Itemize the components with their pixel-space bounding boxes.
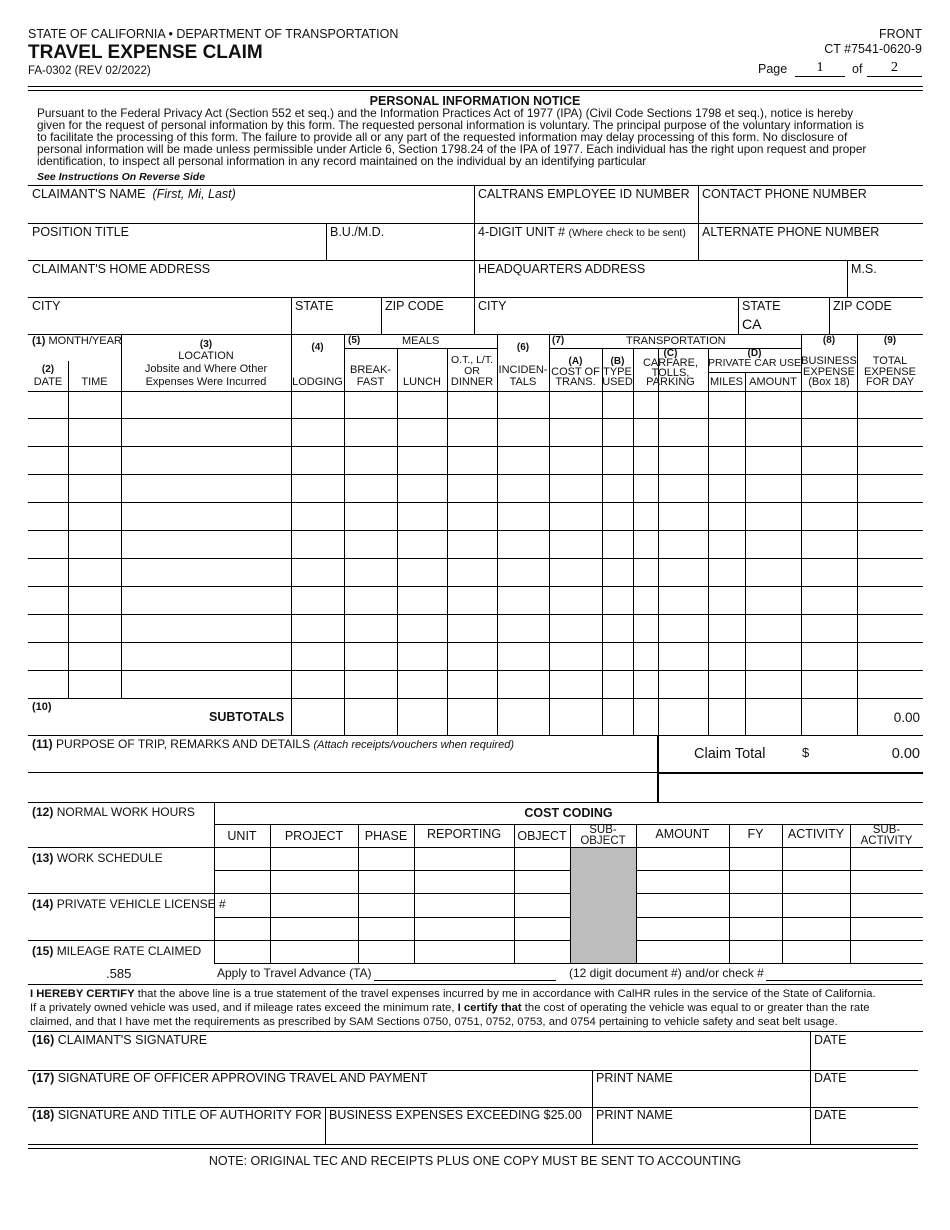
mileage-rate-value: .585 bbox=[106, 966, 132, 981]
col-private-car-num: (D) bbox=[747, 348, 762, 359]
col-rule bbox=[344, 334, 345, 735]
form-number: FA-0302 (REV 02/2022) bbox=[28, 65, 151, 77]
contact-phone-input[interactable] bbox=[702, 204, 920, 221]
business-expense-label: BUSINESS EXPENSES EXCEEDING $25.00 bbox=[329, 1108, 582, 1122]
rule bbox=[28, 223, 923, 224]
cc-project: PROJECT bbox=[284, 829, 344, 843]
col-text: MONTH/YEAR bbox=[48, 335, 122, 347]
col-lodging: LODGING bbox=[292, 376, 343, 388]
col-total: EXPENSE bbox=[864, 366, 916, 378]
cc-activity: ACTIVITY bbox=[787, 827, 845, 841]
col-miles: MILES bbox=[709, 376, 743, 388]
col-rule bbox=[745, 372, 746, 735]
notice-line: to facilitate the processing of this form. The failure to provide all or any part of the requested information may delay processing of this form. No disclosure of bbox=[37, 130, 848, 144]
col-business: (Box 18) bbox=[808, 376, 850, 388]
col-business: EXPENSE bbox=[803, 366, 855, 378]
cc-phase: PHASE bbox=[364, 829, 408, 843]
col-rule bbox=[121, 334, 122, 698]
rule bbox=[698, 185, 699, 260]
hq-address-label: HEADQUARTERS ADDRESS bbox=[478, 262, 646, 276]
home-address-label: CLAIMANT'S HOME ADDRESS bbox=[32, 262, 211, 276]
city-input[interactable] bbox=[32, 315, 287, 332]
hq-city-label: CITY bbox=[478, 299, 507, 313]
cc-subobject: SUB- bbox=[589, 824, 617, 836]
rule bbox=[28, 1148, 918, 1149]
unit-number-label bbox=[478, 226, 686, 239]
row-rule bbox=[28, 418, 923, 419]
normal-hours-label bbox=[32, 806, 195, 818]
rule bbox=[28, 297, 923, 298]
zip-label: ZIP CODE bbox=[385, 299, 444, 313]
claimant-name-label bbox=[32, 188, 236, 201]
label-num: (17) bbox=[32, 1071, 55, 1085]
notice-line: given for the request of personal information by this form. The requested personal information is voluntary. The principal purpose of the voluntary information is bbox=[37, 118, 864, 132]
col-month-year bbox=[32, 336, 122, 347]
certify-lead: I HEREBY CERTIFY bbox=[30, 988, 135, 1000]
col-carfare: PARKING bbox=[646, 376, 695, 388]
col-type-num: (B) bbox=[610, 356, 625, 367]
notice-line: personal information will be made unless permissible under Article 6, Section 1798.24 of the IPA of 1977. Each individual has the right upon request and proper bbox=[37, 142, 867, 156]
purpose-input-2[interactable] bbox=[32, 778, 652, 795]
rule bbox=[381, 297, 382, 334]
label-text: 4-DIGIT UNIT # bbox=[478, 225, 566, 239]
label-num: (14) bbox=[32, 897, 54, 911]
claim-total-value: 0.00 bbox=[891, 746, 920, 762]
claimant-name-input[interactable] bbox=[32, 204, 468, 221]
rule bbox=[829, 297, 830, 334]
row-rule bbox=[28, 614, 923, 615]
col-rule bbox=[857, 334, 858, 735]
employee-id-label: CALTRANS EMPLOYEE ID NUMBER bbox=[478, 187, 690, 201]
mileage-rate-label bbox=[32, 945, 201, 957]
unit-number-input[interactable] bbox=[478, 241, 693, 258]
col-carfare: TOLLS, bbox=[651, 367, 690, 379]
rule bbox=[326, 223, 327, 260]
cost-coding-title: COST CODING bbox=[524, 806, 613, 820]
col-business: BUSINESS bbox=[801, 355, 857, 367]
cc-reporting: REPORTING bbox=[426, 827, 502, 841]
rule bbox=[28, 984, 923, 985]
normal-hours-input[interactable] bbox=[32, 824, 210, 844]
rule bbox=[28, 1031, 923, 1032]
authority-print-name-label: PRINT NAME bbox=[596, 1108, 673, 1122]
rule bbox=[708, 372, 801, 373]
rule bbox=[358, 824, 359, 963]
of-label: of bbox=[852, 62, 863, 76]
vehicle-license-input[interactable] bbox=[32, 916, 210, 936]
work-schedule-label bbox=[32, 852, 163, 864]
officer-signature-input[interactable] bbox=[32, 1087, 587, 1105]
rule bbox=[214, 802, 215, 963]
notice-line: identification, to inspect all personal information in any record maintained on the individual by an identifying particular bbox=[37, 154, 647, 168]
row-rule bbox=[28, 698, 923, 699]
cc-fy: FY bbox=[747, 827, 764, 841]
col-breakfast: FAST bbox=[356, 376, 385, 388]
header-rule bbox=[28, 90, 923, 91]
label-text: MILEAGE RATE CLAIMED bbox=[56, 944, 202, 958]
purpose-input[interactable] bbox=[32, 753, 652, 770]
label-text: SIGNATURE OF OFFICER APPROVING TRAVEL AND PAYMENT bbox=[57, 1071, 428, 1085]
officer-print-name-input[interactable] bbox=[596, 1087, 806, 1105]
col-rule bbox=[801, 334, 802, 735]
officer-signature-label bbox=[32, 1072, 428, 1085]
travel-advance-label: Apply to Travel Advance (TA) bbox=[217, 966, 372, 980]
label-num: (12) bbox=[32, 805, 54, 819]
row-rule bbox=[28, 502, 923, 503]
officer-print-name-label: PRINT NAME bbox=[596, 1071, 673, 1085]
authority-signature-label bbox=[32, 1109, 322, 1122]
col-carfare-num: (C) bbox=[663, 348, 678, 359]
certify-line-3: claimed, and that I have met the requirements as prescribed by SAM Sections 0750, 0751, 0752, 0753, and 0754 pertaining to vehicle safety and seat belt usage. bbox=[30, 1016, 838, 1028]
state-input[interactable] bbox=[295, 315, 377, 332]
col-rule bbox=[397, 348, 398, 735]
rule bbox=[658, 772, 923, 774]
col-carfare: CARFARE, bbox=[642, 357, 698, 369]
hq-state-label: STATE bbox=[742, 299, 781, 313]
front-label: FRONT bbox=[878, 27, 922, 41]
row-rule bbox=[28, 670, 923, 671]
vehicle-license-label bbox=[32, 898, 226, 910]
authority-print-name-input[interactable] bbox=[596, 1124, 806, 1142]
col-transport-num: (7) bbox=[552, 335, 565, 346]
claim-total-label: Claim Total bbox=[694, 746, 766, 762]
cc-amount: AMOUNT bbox=[655, 827, 710, 841]
claimant-signature-label bbox=[32, 1034, 207, 1047]
col-rule bbox=[497, 334, 498, 735]
officer-date-input[interactable] bbox=[814, 1087, 914, 1105]
instructions-note: See Instructions On Reverse Side bbox=[37, 171, 206, 183]
col-total-num: (9) bbox=[883, 335, 897, 346]
certify-text: that the above line is a true statement of the travel expenses incurred by me in accordance with CalHR rules in the service of the State of California. bbox=[134, 988, 876, 1000]
col-rule bbox=[708, 348, 709, 735]
certify-line-2 bbox=[30, 1003, 870, 1014]
col-total: TOTAL bbox=[872, 355, 908, 367]
label-hint: (First, Mi, Last) bbox=[152, 187, 236, 201]
col-incidentals-num: (6) bbox=[516, 342, 530, 353]
col-cost: TRANS. bbox=[555, 376, 596, 388]
col-rule bbox=[633, 348, 634, 735]
col-dinner: DINNER bbox=[450, 376, 494, 388]
col-rule bbox=[291, 334, 292, 735]
row-rule bbox=[28, 642, 923, 643]
col-private-car: PRIVATE CAR USE bbox=[708, 357, 801, 369]
document-number-label: (12 digit document #) and/or check # bbox=[569, 966, 764, 980]
rule bbox=[810, 1031, 811, 1144]
label-text: PRIVATE VEHICLE LICENSE # bbox=[56, 897, 226, 911]
claimant-date-input[interactable] bbox=[814, 1049, 914, 1067]
rule bbox=[28, 847, 923, 848]
col-time: TIME bbox=[81, 376, 108, 388]
hq-zip-input[interactable] bbox=[833, 315, 921, 332]
employee-id-input[interactable] bbox=[478, 204, 693, 221]
row-rule bbox=[28, 474, 923, 475]
label-num: (11) bbox=[32, 737, 53, 751]
col-location: LOCATION bbox=[178, 350, 234, 362]
rule bbox=[28, 940, 923, 941]
subtotals-label: SUBTOTALS bbox=[209, 710, 285, 724]
agency-name: STATE OF CALIFORNIA • DEPARTMENT OF TRANSPORTATION bbox=[28, 27, 399, 41]
row-rule bbox=[28, 586, 923, 587]
home-address-input[interactable] bbox=[32, 278, 468, 295]
label-num: (13) bbox=[32, 851, 54, 865]
rule bbox=[28, 1144, 918, 1145]
rule bbox=[28, 772, 658, 773]
position-title-label: POSITION TITLE bbox=[32, 225, 130, 239]
rule bbox=[28, 802, 923, 803]
authority-date-input[interactable] bbox=[814, 1124, 914, 1142]
col-type: TYPE bbox=[603, 366, 632, 378]
rule bbox=[729, 824, 730, 963]
row-rule bbox=[28, 530, 923, 531]
certify-line-1 bbox=[30, 989, 876, 1000]
col-type: USED bbox=[602, 376, 633, 388]
rule bbox=[414, 824, 415, 963]
footer-note: NOTE: ORIGINAL TEC AND RECEIPTS PLUS ONE COPY MUST BE SENT TO ACCOUNTING bbox=[208, 1154, 742, 1168]
rule bbox=[514, 824, 515, 963]
city-label: CITY bbox=[32, 299, 61, 313]
purpose-label bbox=[32, 738, 514, 751]
zip-input[interactable] bbox=[385, 315, 470, 332]
label-num: (18) bbox=[32, 1108, 55, 1122]
form-title: TRAVEL EXPENSE CLAIM bbox=[28, 42, 263, 63]
label-text: PURPOSE OF TRIP, REMARKS AND DETAILS bbox=[56, 737, 311, 751]
page-total-input[interactable] bbox=[867, 60, 922, 77]
rule bbox=[214, 870, 923, 871]
notice-line: Pursuant to the Federal Privacy Act (Section 552 et seq.) and the Information Practices Act of 1977 (IPA) (Civil Code Sections 1798 et seq.), notice is hereby bbox=[37, 106, 854, 120]
document-number-input[interactable] bbox=[766, 966, 922, 981]
col-transportation: TRANSPORTATION bbox=[626, 335, 726, 347]
alt-phone-label: ALTERNATE PHONE NUMBER bbox=[702, 225, 880, 239]
rule bbox=[847, 260, 848, 297]
label-text: CLAIMANT'S SIGNATURE bbox=[57, 1033, 208, 1047]
col-rule bbox=[447, 348, 448, 735]
col-dinner: OR bbox=[464, 365, 480, 377]
currency-sign: $ bbox=[802, 745, 810, 760]
travel-advance-input[interactable] bbox=[374, 966, 556, 981]
ms-label: M.S. bbox=[851, 262, 877, 276]
state-label: STATE bbox=[295, 299, 334, 313]
col-meals-num: (5) bbox=[348, 335, 361, 346]
label-num: (16) bbox=[32, 1033, 55, 1047]
rule bbox=[28, 334, 923, 335]
hq-zip-label: ZIP CODE bbox=[833, 299, 892, 313]
col-rule bbox=[658, 348, 659, 735]
rule bbox=[270, 824, 271, 963]
col-rule bbox=[602, 348, 603, 735]
hq-city-input[interactable] bbox=[478, 315, 733, 332]
col-location-num: (3) bbox=[199, 339, 213, 350]
rule bbox=[344, 348, 497, 349]
col-date-num: (2) bbox=[41, 364, 55, 375]
rule bbox=[474, 185, 475, 334]
authority-signature-input[interactable] bbox=[32, 1124, 587, 1142]
col-rule bbox=[549, 334, 550, 735]
col-dinner: O.T., L/T. bbox=[450, 354, 493, 366]
label-text: NORMAL WORK HOURS bbox=[56, 805, 195, 819]
bu-md-input[interactable] bbox=[330, 241, 470, 258]
cc-subactivity: SUB- bbox=[872, 824, 901, 836]
cc-object: OBJECT bbox=[517, 829, 567, 843]
col-meals: MEALS bbox=[402, 335, 440, 347]
label-hint: (Attach receipts/vouchers when required) bbox=[313, 739, 514, 751]
cc-unit: UNIT bbox=[227, 829, 257, 843]
col-location-sub: Jobsite and Where Other bbox=[144, 363, 268, 375]
col-amount: AMOUNT bbox=[749, 376, 797, 388]
row-rule bbox=[28, 391, 923, 392]
authority-date-label: DATE bbox=[814, 1108, 847, 1122]
certify-bold: I certify that bbox=[457, 1002, 522, 1014]
officer-date-label: DATE bbox=[814, 1071, 847, 1085]
label-text: WORK SCHEDULE bbox=[56, 851, 163, 865]
label-num: (15) bbox=[32, 944, 54, 958]
shaded-column bbox=[570, 848, 636, 963]
ct-number: CT #7541-0620-9 bbox=[824, 42, 922, 56]
ms-input[interactable] bbox=[851, 278, 921, 295]
col-breakfast: BREAK- bbox=[350, 364, 391, 376]
col-lunch: LUNCH bbox=[403, 376, 441, 388]
rule bbox=[28, 893, 923, 894]
col-cost: COST OF bbox=[551, 366, 600, 378]
rule bbox=[782, 824, 783, 963]
certify-text: If a privately owned vehicle was used, and if mileage rates exceed the minimum rate, bbox=[30, 1002, 458, 1014]
col-lodging-num: (4) bbox=[311, 342, 324, 353]
hq-address-input[interactable] bbox=[478, 278, 843, 295]
rule bbox=[214, 917, 923, 918]
rule bbox=[592, 1070, 593, 1144]
col-num: (1) bbox=[32, 335, 46, 347]
label-text: CLAIMANT'S NAME bbox=[32, 187, 146, 201]
label-hint: (Where check to be sent) bbox=[568, 227, 686, 239]
alt-phone-input[interactable] bbox=[702, 241, 920, 258]
bu-md-label: B.U./M.D. bbox=[330, 225, 385, 239]
cc-subobject: OBJECT bbox=[580, 835, 626, 847]
row-rule bbox=[28, 558, 923, 559]
rule bbox=[636, 824, 637, 963]
row-rule bbox=[28, 735, 923, 736]
position-title-input[interactable] bbox=[32, 241, 322, 258]
certify-text: the cost of operating the vehicle was equal to or greater than the rate bbox=[521, 1002, 870, 1014]
rule bbox=[214, 963, 923, 964]
hq-state-input[interactable] bbox=[742, 315, 826, 332]
rule bbox=[291, 297, 292, 334]
rule bbox=[738, 297, 739, 334]
col-incidentals: INCIDEN- bbox=[498, 364, 548, 376]
col-incidentals: TALS bbox=[509, 376, 537, 388]
header-rule bbox=[28, 86, 923, 87]
rule bbox=[28, 260, 923, 261]
cc-subactivity: ACTIVITY bbox=[860, 835, 913, 847]
page-number-input[interactable] bbox=[795, 60, 845, 77]
notice-title: PERSONAL INFORMATION NOTICE bbox=[369, 94, 581, 108]
subtotals-num: (10) bbox=[32, 701, 52, 713]
row-rule bbox=[28, 446, 923, 447]
claimant-date-label: DATE bbox=[814, 1033, 847, 1047]
col-business-num: (8) bbox=[822, 335, 836, 346]
col-location-sub: Expenses Were Incurred bbox=[145, 376, 267, 388]
col-total: FOR DAY bbox=[865, 376, 915, 388]
contact-phone-label: CONTACT PHONE NUMBER bbox=[702, 187, 867, 201]
claimant-signature-input[interactable] bbox=[32, 1049, 802, 1067]
page-label: Page bbox=[758, 62, 788, 76]
work-schedule-input[interactable] bbox=[32, 870, 210, 890]
rule bbox=[657, 735, 659, 802]
rule bbox=[214, 824, 923, 825]
subtotals-value: 0.00 bbox=[893, 710, 920, 725]
label-text: SIGNATURE AND TITLE OF AUTHORITY FOR bbox=[57, 1108, 322, 1122]
col-date: DATE bbox=[33, 376, 63, 388]
rule bbox=[28, 185, 923, 186]
col-cost-num: (A) bbox=[568, 356, 583, 367]
